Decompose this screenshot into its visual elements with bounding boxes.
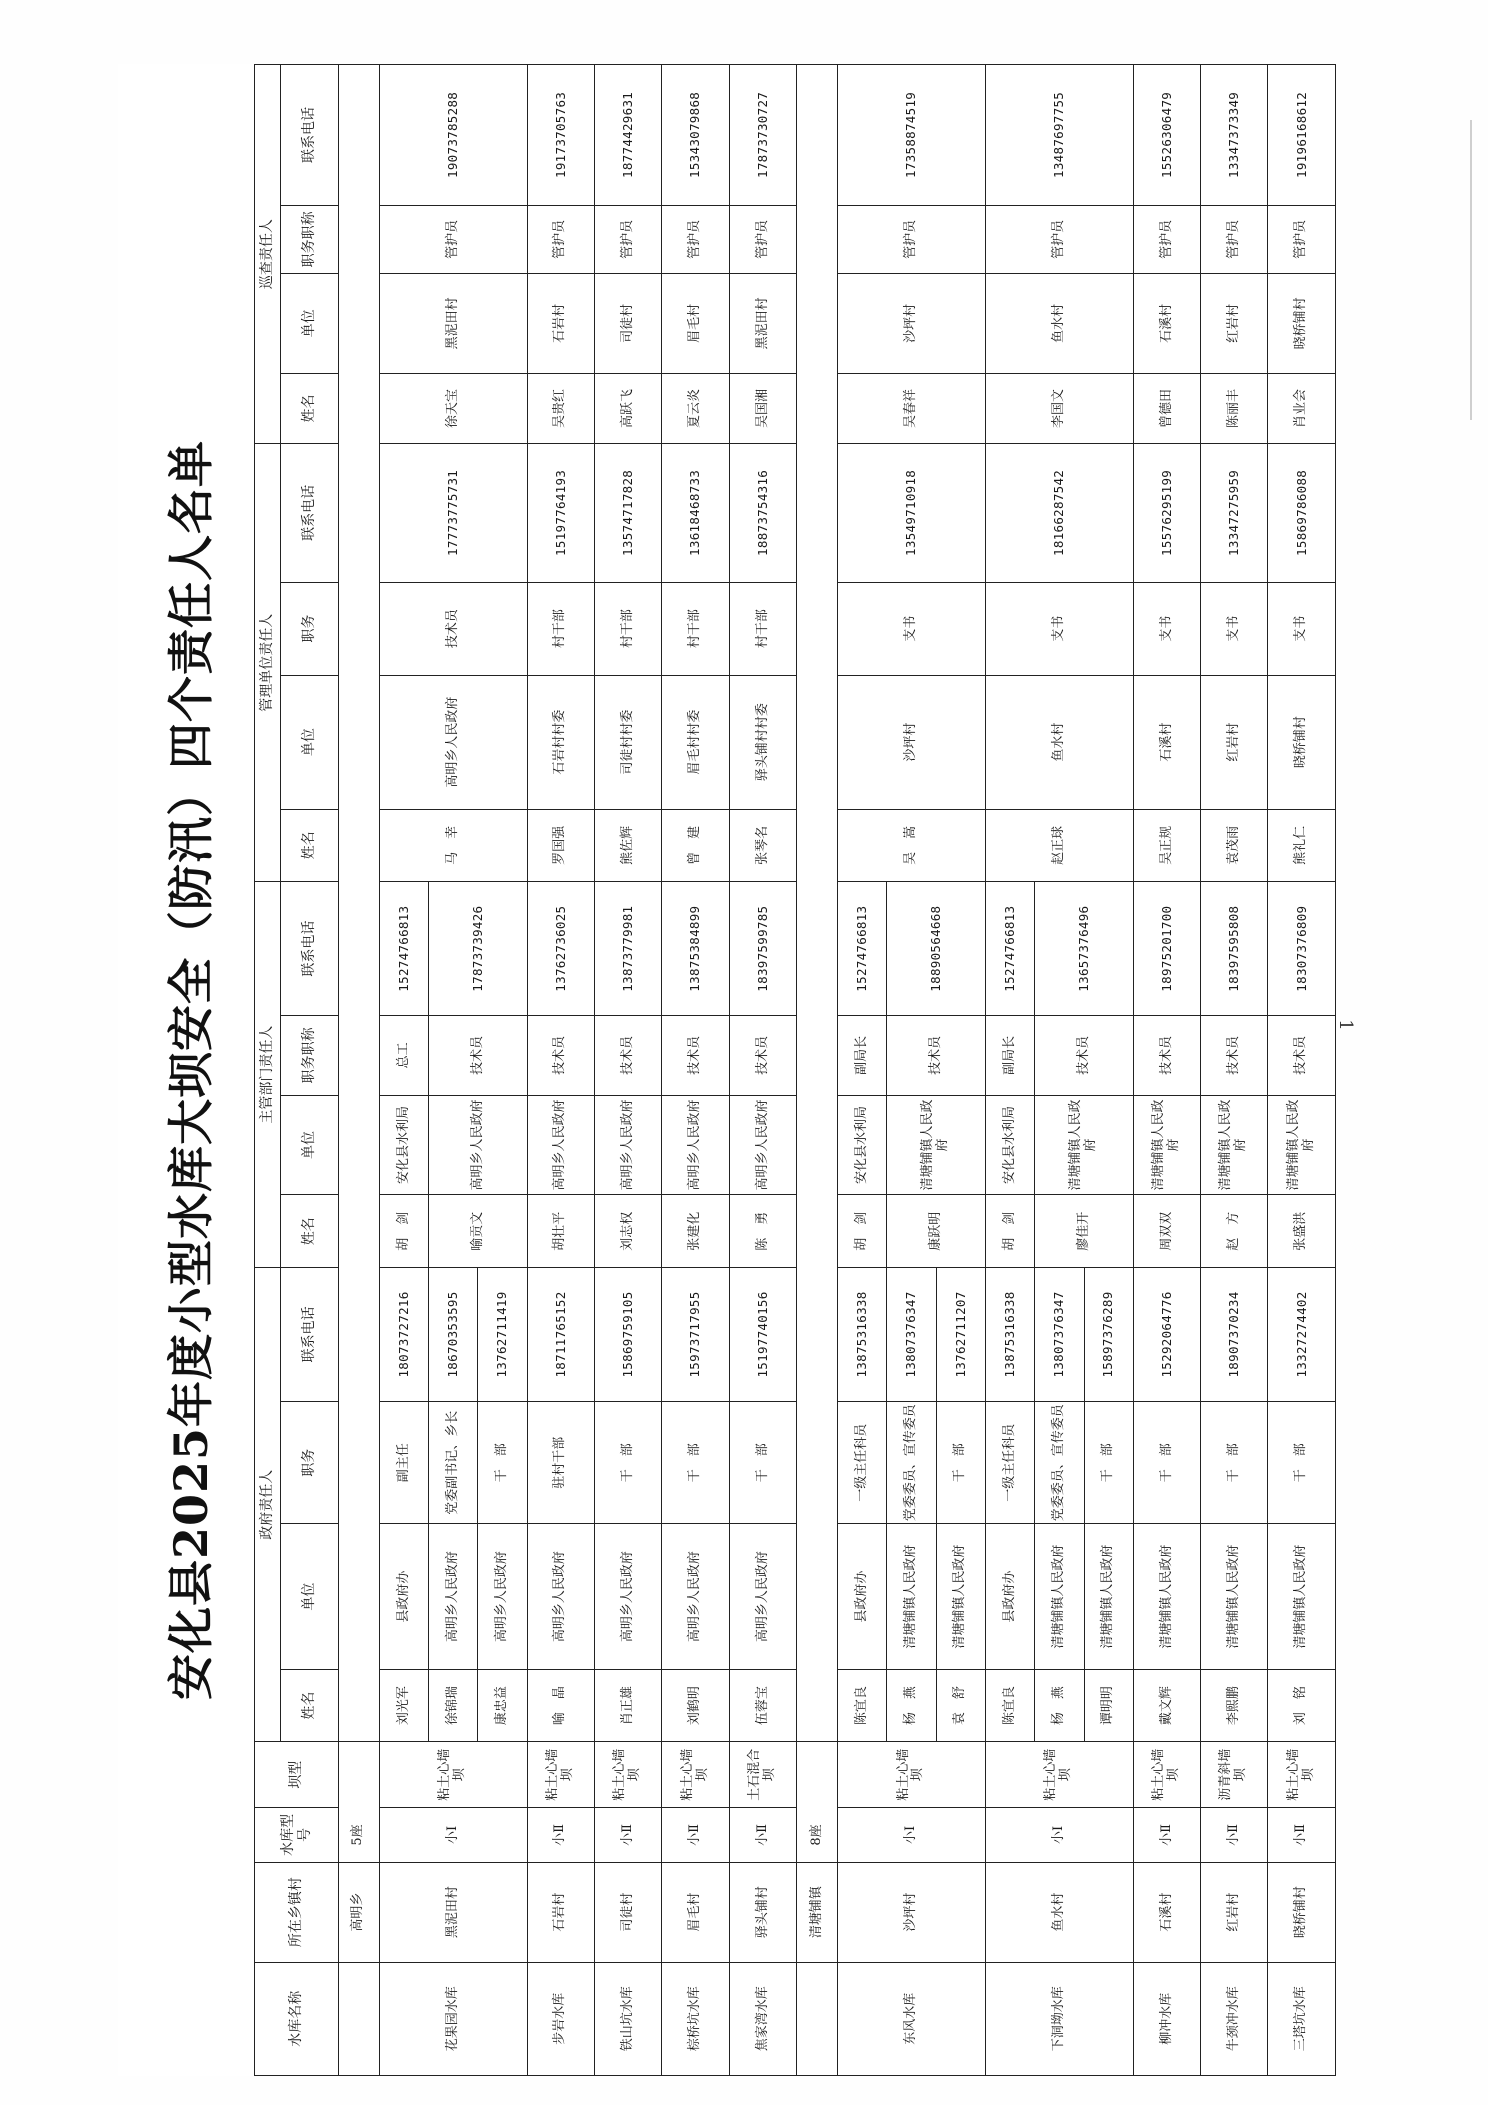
reservoir-size: 小Ⅱ — [1133, 1808, 1200, 1862]
table-body — [339, 65, 1336, 2076]
dept-person-unit: 清塘铺镇人民政府 — [1201, 1095, 1268, 1195]
col-dam-type: 坝型 — [255, 1742, 339, 1808]
dept-person-duty: 技术员 — [887, 1016, 986, 1095]
mgmt-person-phone: 18166287542 — [985, 444, 1133, 582]
village-name: 沙坪村 — [838, 1862, 986, 1962]
gov-person-phone: 18711765152 — [527, 1268, 594, 1402]
dept-person-phone: 13762736025 — [527, 882, 594, 1016]
gov-phone-header: 联系电话 — [281, 1268, 339, 1402]
reservoir-size: 小Ⅱ — [662, 1808, 729, 1862]
mgmt-person-unit: 鱼水村 — [985, 675, 1133, 809]
gov-person-unit: 清塘铺镇人民政府 — [1035, 1524, 1084, 1669]
dept-person-unit: 高明乡人民政府 — [429, 1095, 528, 1195]
dept-person-unit: 安化县水利局 — [838, 1095, 887, 1195]
dept-person-duty: 副局长 — [838, 1016, 887, 1095]
dept-person-duty: 技术员 — [1133, 1016, 1200, 1095]
gov-person-duty: 干 部 — [595, 1401, 662, 1524]
mgmt-person-name: 张琴名 — [729, 809, 796, 882]
mgmt-person-duty: 支书 — [838, 582, 986, 675]
village-name: 驿头铺村 — [729, 1862, 796, 1962]
gov-person-name: 杨 燕 — [1035, 1669, 1084, 1742]
mgmt-name-header: 姓名 — [281, 809, 339, 882]
page-number: 1 — [1335, 1019, 1356, 1031]
mgmt-person-name: 熊佐辉 — [595, 809, 662, 882]
village-name: 石溪村 — [1133, 1862, 1200, 1962]
reservoir-name: 步岩水库 — [527, 1962, 594, 2075]
patrol-person-name: 陈丽丰 — [1201, 373, 1268, 443]
patrol-phone-header: 联系电话 — [281, 65, 339, 206]
patrol-person-unit: 晓桥铺村 — [1268, 273, 1336, 373]
mgmt-person-duty: 支书 — [1133, 582, 1200, 675]
mgmt-person-unit: 驿头铺村村委 — [729, 675, 796, 809]
dept-person-duty: 技术员 — [662, 1016, 729, 1095]
patrol-person-unit: 石溪村 — [1133, 273, 1200, 373]
patrol-duty-header: 职务职称 — [281, 205, 339, 273]
dam-type: 粘土心墙坝 — [662, 1742, 729, 1808]
dept-person-phone: 13875384899 — [662, 882, 729, 1016]
reservoir-name: 下洞坳水库 — [985, 1962, 1133, 2075]
mgmt-person-unit: 石溪村 — [1133, 675, 1200, 809]
town-group-row — [797, 65, 838, 2076]
dept-person-phone: 17873739426 — [429, 882, 528, 1016]
mgmt-person-name: 吴正规 — [1133, 809, 1200, 882]
dept-person-name: 赵 方 — [1201, 1195, 1268, 1268]
gov-person-name: 杨 燕 — [887, 1669, 936, 1742]
gov-person-name: 刘 铭 — [1268, 1669, 1336, 1742]
mgmt-person-duty: 村干部 — [662, 582, 729, 675]
dept-person-duty: 技术员 — [527, 1016, 594, 1095]
gov-person-phone: 18907370234 — [1201, 1268, 1268, 1402]
empty-cell — [797, 65, 838, 1742]
town-name: 高明乡 — [339, 1862, 380, 1962]
header-row-1 — [255, 65, 281, 2076]
dept-person-name: 康跃明 — [887, 1195, 986, 1268]
patrol-person-phone: 15343079868 — [662, 65, 729, 206]
village-name: 黑泥田村 — [379, 1862, 527, 1962]
reservoir-size: 小Ⅱ — [1268, 1808, 1336, 1862]
gov-person-name: 戴文辉 — [1133, 1669, 1200, 1742]
patrol-person-name: 吴贵红 — [527, 373, 594, 443]
reservoir-name: 铁山坑水库 — [595, 1962, 662, 2075]
patrol-person-duty: 管护员 — [1133, 205, 1200, 273]
dept-person-name: 胡 剑 — [985, 1195, 1034, 1268]
patrol-person-unit: 沙坪村 — [838, 273, 986, 373]
village-name: 司徒村 — [595, 1862, 662, 1962]
dept-person-unit: 安化县水利局 — [379, 1095, 428, 1195]
empty-cell — [339, 1962, 380, 2075]
table-row — [595, 65, 662, 2076]
patrol-person-duty: 管护员 — [985, 205, 1133, 273]
mgmt-person-duty: 村干部 — [729, 582, 796, 675]
gov-person-duty: 干 部 — [1133, 1401, 1200, 1524]
gov-person-phone: 15197740156 — [729, 1268, 796, 1402]
reservoir-name: 柳冲水库 — [1133, 1962, 1200, 2075]
reservoir-count: 5座 — [339, 1742, 380, 1862]
patrol-person-duty: 管护员 — [595, 205, 662, 273]
patrol-person-name: 曾德田 — [1133, 373, 1200, 443]
table-row — [729, 65, 796, 2076]
patrol-person-duty: 管护员 — [379, 205, 527, 273]
col-town-village: 所在乡镇村 — [255, 1862, 339, 1962]
dept-person-unit: 安化县水利局 — [985, 1095, 1034, 1195]
mgmt-person-duty: 支书 — [985, 582, 1133, 675]
dept-person-name: 廖佳开 — [1035, 1195, 1134, 1268]
mgmt-person-duty: 村干部 — [527, 582, 594, 675]
dept-person-name: 张建化 — [662, 1195, 729, 1268]
dept-unit-header: 单位 — [281, 1095, 339, 1195]
patrol-person-unit: 眉毛村 — [662, 273, 729, 373]
table-row — [379, 65, 428, 2076]
gov-person-phone: 15292064776 — [1133, 1268, 1200, 1402]
gov-person-name: 喻 晶 — [527, 1669, 594, 1742]
gov-person-phone: 15897376289 — [1084, 1268, 1133, 1402]
village-name: 红岩村 — [1201, 1862, 1268, 1962]
gov-person-unit: 清塘铺镇人民政府 — [887, 1524, 936, 1669]
gov-name-header: 姓名 — [281, 1669, 339, 1742]
gov-person-unit: 高明乡人民政府 — [662, 1524, 729, 1669]
gov-person-duty: 干 部 — [936, 1401, 985, 1524]
mgmt-person-name: 吴 嵩 — [838, 809, 986, 882]
dam-type: 粘土心墙坝 — [838, 1742, 986, 1808]
dept-person-name: 陈 勇 — [729, 1195, 796, 1268]
gov-person-name: 刘鹤明 — [662, 1669, 729, 1742]
table-row — [527, 65, 594, 2076]
mgmt-person-phone: 15576295199 — [1133, 444, 1200, 582]
patrol-person-unit: 黑泥田村 — [729, 273, 796, 373]
gov-person-duty: 干 部 — [1201, 1401, 1268, 1524]
reservoir-count: 8座 — [797, 1742, 838, 1862]
mgmt-unit-header: 单位 — [281, 675, 339, 809]
dept-person-phone: 15274766813 — [838, 882, 887, 1016]
mgmt-person-name: 罗国强 — [527, 809, 594, 882]
gov-person-name: 陈宜良 — [985, 1669, 1034, 1742]
patrol-person-name: 吴国湘 — [729, 373, 796, 443]
dept-person-unit: 清塘铺镇人民政府 — [887, 1095, 986, 1195]
mgmt-person-name: 熊礼仁 — [1268, 809, 1336, 882]
gov-person-duty: 党委委员、宣传委员 — [887, 1401, 936, 1524]
gov-person-duty: 干 部 — [729, 1401, 796, 1524]
gov-person-name: 袁 舒 — [936, 1669, 985, 1742]
patrol-person-duty: 管护员 — [662, 205, 729, 273]
gov-unit-header: 单位 — [281, 1524, 339, 1669]
reservoir-size: 小Ⅰ — [985, 1808, 1133, 1862]
table-row — [985, 65, 1034, 2076]
document-sheet — [118, 64, 1336, 2076]
table-row — [1133, 65, 1200, 2076]
dept-person-duty: 总工 — [379, 1016, 428, 1095]
gov-person-unit: 高明乡人民政府 — [595, 1524, 662, 1669]
village-name: 鱼水村 — [985, 1862, 1133, 1962]
gov-person-phone: 13875316338 — [838, 1268, 887, 1402]
patrol-person-phone: 13347373349 — [1201, 65, 1268, 206]
gov-person-unit: 县政府办 — [838, 1524, 887, 1669]
reservoir-size: 小Ⅱ — [595, 1808, 662, 1862]
mgmt-person-phone: 13347275959 — [1201, 444, 1268, 582]
patrol-person-name: 徐天宝 — [379, 373, 527, 443]
gov-person-unit: 清塘铺镇人民政府 — [1133, 1524, 1200, 1669]
dept-person-unit: 高明乡人民政府 — [595, 1095, 662, 1195]
dept-person-unit: 高明乡人民政府 — [662, 1095, 729, 1195]
col-gov-responsible: 政府责任人 — [255, 1268, 281, 1742]
patrol-person-unit: 黑泥田村 — [379, 273, 527, 373]
dept-duty-header: 职务职称 — [281, 1016, 339, 1095]
gov-person-duty: 干 部 — [662, 1401, 729, 1524]
dam-type: 粘土心墙坝 — [1268, 1742, 1336, 1808]
dept-person-unit: 高明乡人民政府 — [527, 1095, 594, 1195]
gov-person-duty: 干 部 — [1268, 1401, 1336, 1524]
dept-person-duty: 技术员 — [429, 1016, 528, 1095]
table-row — [662, 65, 729, 2076]
dept-person-phone: 13873779981 — [595, 882, 662, 1016]
patrol-person-name: 吴春祥 — [838, 373, 986, 443]
mgmt-person-unit: 高明乡人民政府 — [379, 675, 527, 809]
mgmt-person-phone: 17773775731 — [379, 444, 527, 582]
dept-person-name: 胡 剑 — [379, 1195, 428, 1268]
dam-type: 粘土心墙坝 — [595, 1742, 662, 1808]
village-name: 石岩村 — [527, 1862, 594, 1962]
mgmt-person-unit: 沙坪村 — [838, 675, 986, 809]
dept-person-duty: 技术员 — [1268, 1016, 1336, 1095]
patrol-person-phone: 19073785288 — [379, 65, 527, 206]
table-row — [1268, 65, 1336, 2076]
dam-type: 粘土心墙坝 — [527, 1742, 594, 1808]
patrol-person-unit: 石岩村 — [527, 273, 594, 373]
dept-person-phone: 18975201700 — [1133, 882, 1200, 1016]
gov-person-phone: 13807376347 — [1035, 1268, 1084, 1402]
gov-person-phone: 13807376347 — [887, 1268, 936, 1402]
reservoir-name: 三塔坑水库 — [1268, 1962, 1336, 2075]
mgmt-person-phone: 15197764193 — [527, 444, 594, 582]
dept-person-unit: 清塘铺镇人民政府 — [1035, 1095, 1134, 1195]
mgmt-person-phone: 13574717828 — [595, 444, 662, 582]
gov-person-unit: 高明乡人民政府 — [478, 1524, 527, 1669]
patrol-person-name: 夏云炎 — [662, 373, 729, 443]
dept-person-duty: 副局长 — [985, 1016, 1034, 1095]
gov-person-phone: 18073727216 — [379, 1268, 428, 1402]
reservoir-name: 棕桥坑水库 — [662, 1962, 729, 2075]
dept-name-header: 姓名 — [281, 1195, 339, 1268]
gov-person-name: 刘光军 — [379, 1669, 428, 1742]
table-row — [1201, 65, 1268, 2076]
gov-person-duty: 驻村干部 — [527, 1401, 594, 1524]
dept-person-phone: 18307376809 — [1268, 882, 1336, 1016]
dept-person-phone: 18397599785 — [729, 882, 796, 1016]
patrol-person-name: 肖业会 — [1268, 373, 1336, 443]
mgmt-person-name: 马 幸 — [379, 809, 527, 882]
patrol-person-name: 高跃飞 — [595, 373, 662, 443]
mgmt-person-unit: 红岩村 — [1201, 675, 1268, 809]
mgmt-person-unit: 眉毛村村委 — [662, 675, 729, 809]
reservoir-size: 小Ⅰ — [379, 1808, 527, 1862]
dept-person-name: 周双双 — [1133, 1195, 1200, 1268]
reservoir-name: 焦家湾水库 — [729, 1962, 796, 2075]
gov-person-unit: 县政府办 — [379, 1524, 428, 1669]
reservoir-size: 小Ⅱ — [729, 1808, 796, 1862]
patrol-person-phone: 18774429631 — [595, 65, 662, 206]
gov-person-unit: 县政府办 — [985, 1524, 1034, 1669]
gov-duty-header: 职务 — [281, 1401, 339, 1524]
patrol-person-phone: 15526306479 — [1133, 65, 1200, 206]
gov-person-unit: 清塘铺镇人民政府 — [936, 1524, 985, 1669]
patrol-person-duty: 管护员 — [838, 205, 986, 273]
gov-person-duty: 一级主任科员 — [838, 1401, 887, 1524]
patrol-person-duty: 管护员 — [527, 205, 594, 273]
table-row — [838, 65, 887, 2076]
col-patrol-responsible: 巡查责任人 — [255, 65, 281, 444]
mgmt-person-phone: 15869786088 — [1268, 444, 1336, 582]
gov-person-phone: 15973717955 — [662, 1268, 729, 1402]
gov-person-name: 肖正雄 — [595, 1669, 662, 1742]
mgmt-person-phone: 13618468733 — [662, 444, 729, 582]
gov-person-duty: 副主任 — [379, 1401, 428, 1524]
gov-person-unit: 高明乡人民政府 — [729, 1524, 796, 1669]
gov-person-name: 徐锦瑞 — [429, 1669, 478, 1742]
patrol-person-phone: 17358874519 — [838, 65, 986, 206]
mgmt-person-unit: 石岩村村委 — [527, 675, 594, 809]
dept-person-phone: 18890564668 — [887, 882, 986, 1016]
dept-person-phone: 15274766813 — [379, 882, 428, 1016]
town-group-row — [339, 65, 380, 2076]
patrol-person-phone: 17873730727 — [729, 65, 796, 206]
empty-cell — [339, 65, 380, 1742]
col-reservoir-name: 水库名称 — [255, 1962, 339, 2075]
gov-person-phone: 13762711419 — [478, 1268, 527, 1402]
gov-person-name: 康忠益 — [478, 1669, 527, 1742]
village-name: 晓桥铺村 — [1268, 1862, 1336, 1962]
gov-person-name: 陈宜良 — [838, 1669, 887, 1742]
reservoir-size: 小Ⅱ — [1201, 1808, 1268, 1862]
gov-person-unit: 清塘铺镇人民政府 — [1201, 1524, 1268, 1669]
mgmt-person-duty: 支书 — [1268, 582, 1336, 675]
patrol-person-phone: 19173705763 — [527, 65, 594, 206]
mgmt-person-duty: 技术员 — [379, 582, 527, 675]
town-name: 清塘铺镇 — [797, 1862, 838, 1962]
mgmt-person-name: 曾 建 — [662, 809, 729, 882]
dept-phone-header: 联系电话 — [281, 882, 339, 1016]
gov-person-name: 李熙鹏 — [1201, 1669, 1268, 1742]
dam-type: 粘土心墙坝 — [985, 1742, 1133, 1808]
dept-person-name: 刘志权 — [595, 1195, 662, 1268]
patrol-person-phone: 19196168612 — [1268, 65, 1336, 206]
dept-person-unit: 清塘铺镇人民政府 — [1268, 1095, 1336, 1195]
gov-person-duty: 干 部 — [1084, 1401, 1133, 1524]
patrol-person-duty: 管护员 — [1268, 205, 1336, 273]
patrol-name-header: 姓名 — [281, 373, 339, 443]
dam-type: 粘土心墙坝 — [379, 1742, 527, 1808]
patrol-person-duty: 管护员 — [1201, 205, 1268, 273]
gov-person-unit: 高明乡人民政府 — [429, 1524, 478, 1669]
dept-person-unit: 清塘铺镇人民政府 — [1133, 1095, 1200, 1195]
dept-person-duty: 技术员 — [1035, 1016, 1134, 1095]
dept-person-name: 胡壮平 — [527, 1195, 594, 1268]
dept-person-unit: 高明乡人民政府 — [729, 1095, 796, 1195]
patrol-unit-header: 单位 — [281, 273, 339, 373]
patrol-person-unit: 司徒村 — [595, 273, 662, 373]
mgmt-person-unit: 晓桥铺村 — [1268, 675, 1336, 809]
patrol-person-unit: 鱼水村 — [985, 273, 1133, 373]
mgmt-duty-header: 职务 — [281, 582, 339, 675]
dept-person-name: 喻贡文 — [429, 1195, 528, 1268]
reservoir-name: 东风水库 — [838, 1962, 986, 2075]
reservoir-name: 牛颈冲水库 — [1201, 1962, 1268, 2075]
gov-person-name: 谭明明 — [1084, 1669, 1133, 1742]
patrol-person-phone: 13487697755 — [985, 65, 1133, 206]
dept-person-phone: 15274766813 — [985, 882, 1034, 1016]
gov-person-phone: 18670353595 — [429, 1268, 478, 1402]
gov-person-phone: 13327274402 — [1268, 1268, 1336, 1402]
document-title: 安化县2025年度小型水库大坝安全（防汛）四个责任人名单 — [164, 439, 218, 1701]
dept-person-duty: 技术员 — [595, 1016, 662, 1095]
col-mgmt-responsible: 管理单位责任人 — [255, 444, 281, 882]
reservoir-size: 小Ⅰ — [838, 1808, 986, 1862]
dam-type: 沥青斜墙坝 — [1201, 1742, 1268, 1808]
col-reservoir-size: 水库型号 — [255, 1808, 339, 1862]
mgmt-person-name: 袁茂雨 — [1201, 809, 1268, 882]
reservoir-name: 花果园水库 — [379, 1962, 527, 2075]
village-name: 眉毛村 — [662, 1862, 729, 1962]
gov-person-phone: 15869759105 — [595, 1268, 662, 1402]
mgmt-person-name: 赵正球 — [985, 809, 1133, 882]
reservoir-size: 小Ⅱ — [527, 1808, 594, 1862]
dept-person-name: 胡 剑 — [838, 1195, 887, 1268]
dept-person-duty: 技术员 — [729, 1016, 796, 1095]
gov-person-name: 伍蓉宝 — [729, 1669, 796, 1742]
gov-person-unit: 高明乡人民政府 — [527, 1524, 594, 1669]
dept-person-name: 张盛洪 — [1268, 1195, 1336, 1268]
gov-person-phone: 13875316338 — [985, 1268, 1034, 1402]
patrol-person-name: 李国文 — [985, 373, 1133, 443]
mgmt-person-duty: 村干部 — [595, 582, 662, 675]
mgmt-phone-header: 联系电话 — [281, 444, 339, 582]
gov-person-duty: 党委副书记、乡长 — [429, 1401, 478, 1524]
gov-person-phone: 13762711207 — [936, 1268, 985, 1402]
gov-person-unit: 清塘铺镇人民政府 — [1268, 1524, 1336, 1669]
scan-edge-shadow — [1470, 120, 1472, 420]
gov-person-duty: 干 部 — [478, 1401, 527, 1524]
mgmt-person-duty: 支书 — [1201, 582, 1268, 675]
mgmt-person-phone: 18873754316 — [729, 444, 796, 582]
mgmt-person-phone: 13549710918 — [838, 444, 986, 582]
gov-person-duty: 一级主任科员 — [985, 1401, 1034, 1524]
col-dept-responsible: 主管部门责任人 — [255, 882, 281, 1268]
dept-person-duty: 技术员 — [1201, 1016, 1268, 1095]
dept-person-phone: 18397595808 — [1201, 882, 1268, 1016]
responsibility-table — [254, 64, 1336, 2076]
mgmt-person-unit: 司徒村村委 — [595, 675, 662, 809]
dam-type: 粘土心墙坝 — [1133, 1742, 1200, 1808]
gov-person-duty: 党委委员、宣传委员 — [1035, 1401, 1084, 1524]
empty-cell — [797, 1962, 838, 2075]
dept-person-phone: 13657376496 — [1035, 882, 1134, 1016]
patrol-person-duty: 管护员 — [729, 205, 796, 273]
dam-type: 土石混合坝 — [729, 1742, 796, 1808]
gov-person-unit: 清塘铺镇人民政府 — [1084, 1524, 1133, 1669]
patrol-person-unit: 红岩村 — [1201, 273, 1268, 373]
